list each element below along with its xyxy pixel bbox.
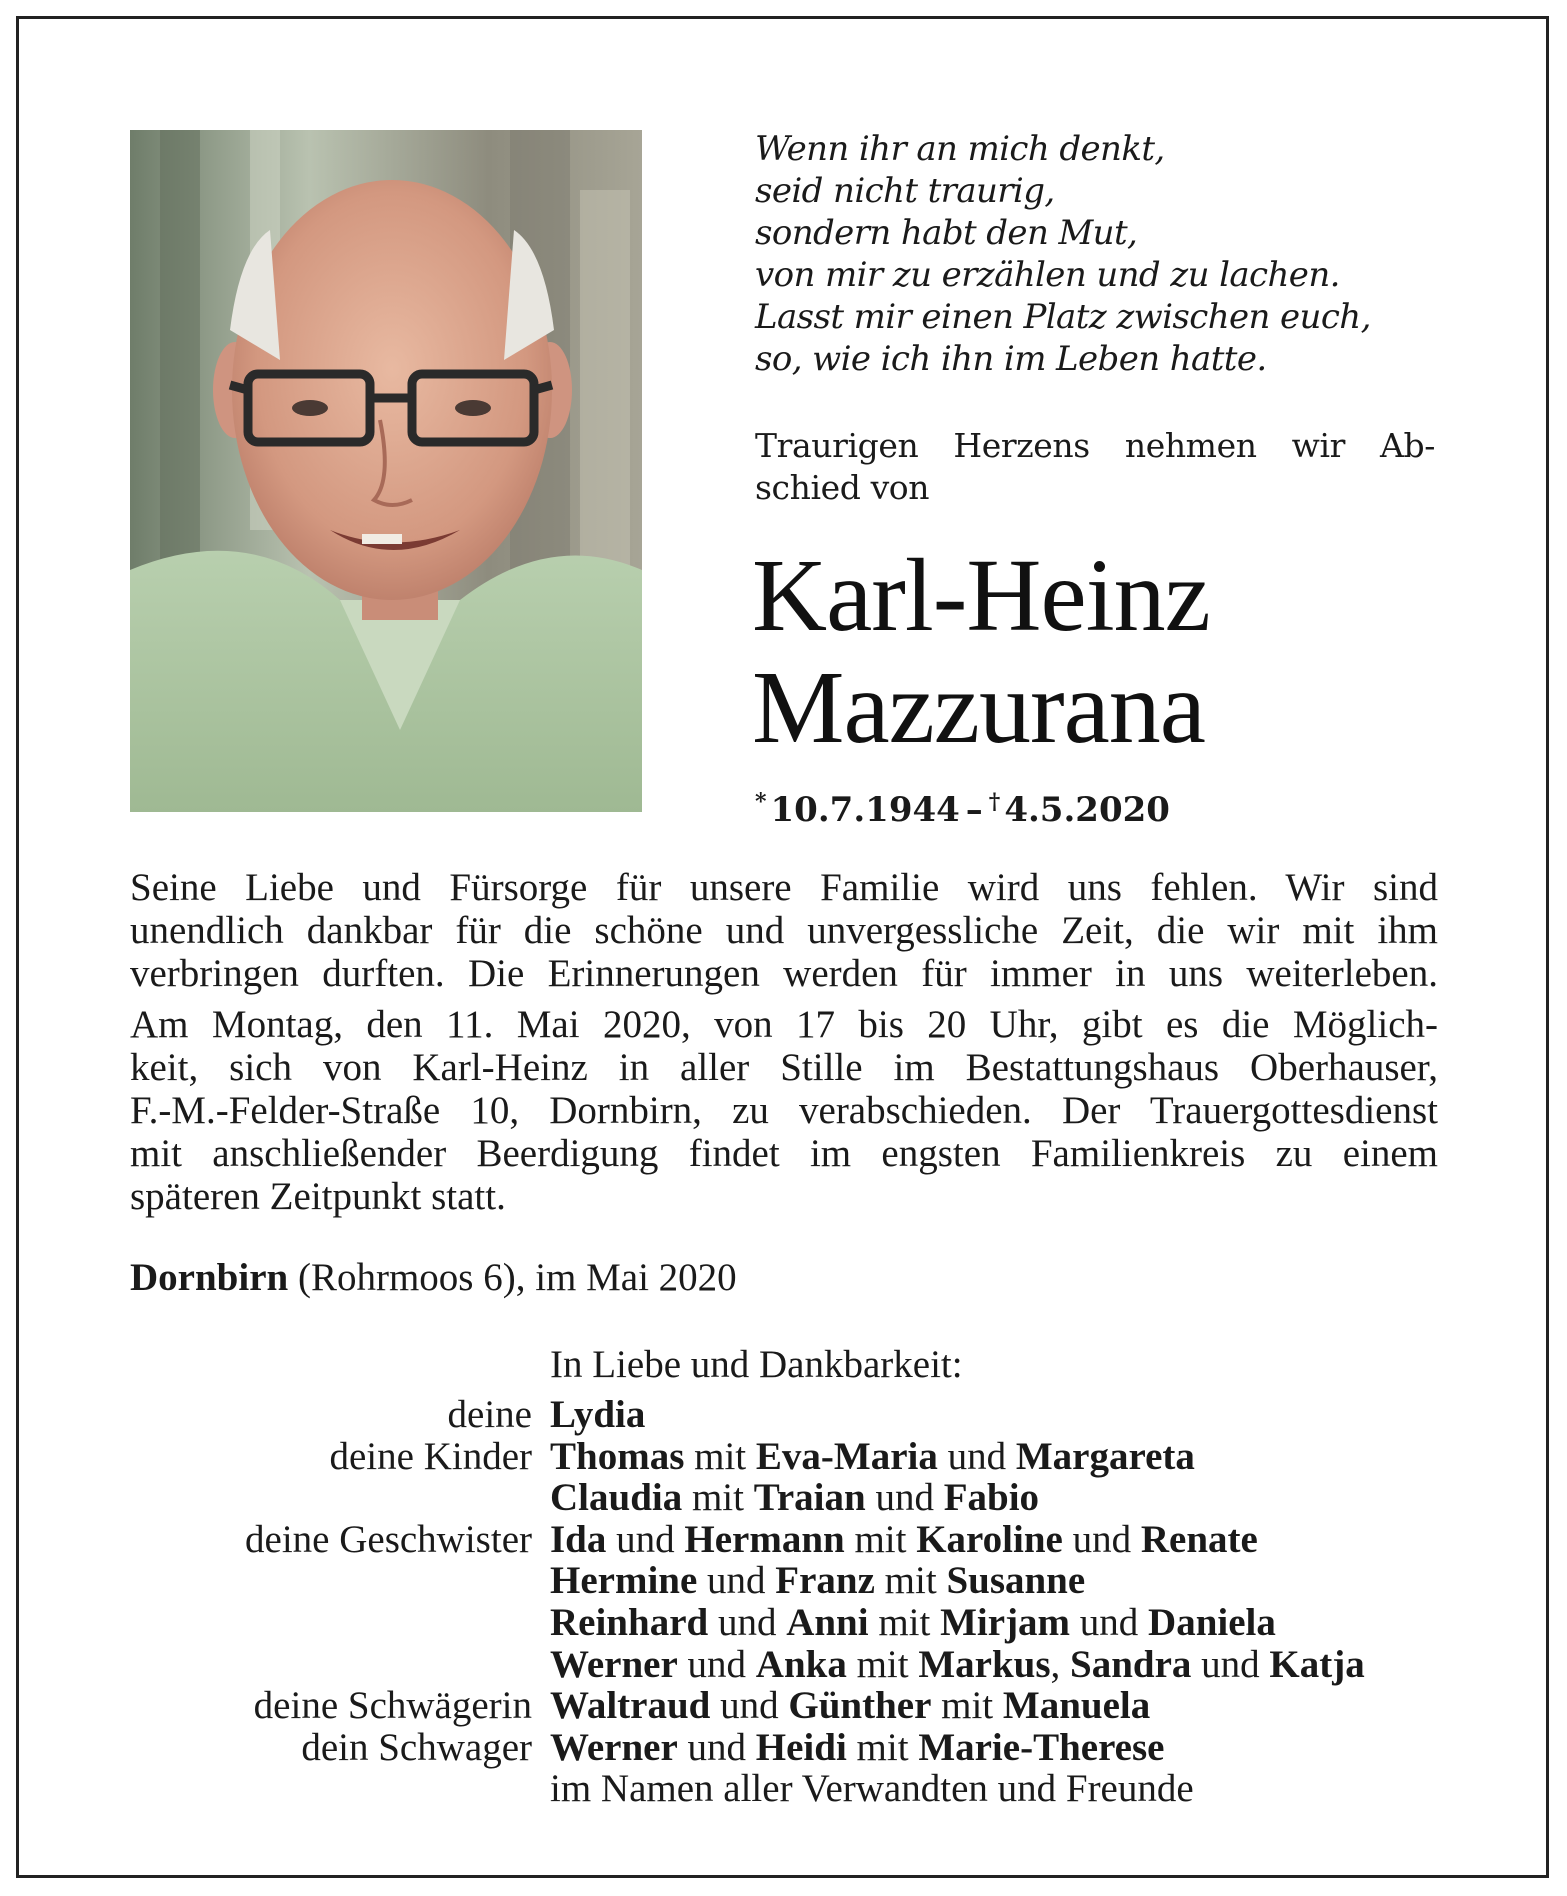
mourner-relation: dein Schwager <box>301 1725 532 1769</box>
mourner-name: Mirjam <box>940 1600 1071 1644</box>
mourner-name: Ida <box>550 1517 607 1561</box>
poem-line: Wenn ihr an mich denkt, <box>755 129 1165 169</box>
mourner-row <box>130 1394 1460 1436</box>
poem-line: seid nicht traurig, <box>755 171 1055 211</box>
mourner-name: Lydia <box>550 1393 646 1436</box>
mourners-list <box>130 1394 1460 1810</box>
mourner-relation <box>130 1602 550 1644</box>
paragraph-line: mit anschließender Beerdigung findet im engsten Familienkreis zu einem <box>130 1132 1438 1175</box>
mourner-names <box>550 1436 1195 1478</box>
tribute-paragraph <box>130 866 1438 995</box>
mourner-row <box>130 1477 1460 1519</box>
mourner-name: Hermann <box>684 1517 845 1561</box>
mourner-names <box>550 1685 1150 1727</box>
life-dates <box>755 782 1170 830</box>
mourner-name: Werner <box>550 1725 678 1769</box>
mourner-relation <box>130 1644 550 1686</box>
mourner-name: Claudia <box>550 1476 683 1520</box>
mourner-row <box>130 1727 1460 1769</box>
paragraph-line: unendlich dankbar für die schöne und unvergessliche Zeit, die wir mit ihm <box>130 909 1438 952</box>
mourner-connector: mit <box>846 1725 919 1769</box>
mourner-names <box>550 1602 1276 1644</box>
death-date: 4.5.2020 <box>1004 790 1170 830</box>
paragraph-line: verbringen durften. Die Erinnerungen werden für immer in uns weiterleben. <box>130 952 1438 995</box>
death-symbol: † <box>988 789 1001 815</box>
mourner-name: Thomas <box>550 1434 685 1478</box>
poem-line: so, wie ich ihn im Leben hatte. <box>755 339 1267 379</box>
last-name: Mazzurana <box>752 650 1205 765</box>
mourner-name: Eva-Maria <box>755 1434 938 1478</box>
paragraph-line: späteren Zeitpunkt statt. <box>130 1175 506 1218</box>
mourner-connector: und <box>865 1476 944 1520</box>
mourner-name: Traian <box>753 1476 866 1520</box>
mourner-name: Renate <box>1140 1517 1258 1561</box>
intro-word: wir <box>1291 426 1345 465</box>
mourner-name: Waltraud <box>550 1684 711 1728</box>
place-and-date <box>130 1256 737 1299</box>
memorial-poem <box>755 128 1455 380</box>
mourner-connector: , <box>1050 1642 1071 1686</box>
poem-line: von mir zu erzählen und zu lachen. <box>755 255 1340 295</box>
mourner-name: Karoline <box>916 1517 1063 1561</box>
mourner-row <box>130 1602 1460 1644</box>
place-rest: (Rohrmoos 6), im Mai 2020 <box>288 1256 737 1299</box>
mourner-name: Anka <box>755 1642 847 1686</box>
intro-word: nehmen <box>1124 426 1257 465</box>
mourner-connector: und <box>606 1517 685 1561</box>
mourner-name: Günther <box>788 1684 932 1728</box>
mourner-connector: mit <box>846 1642 919 1686</box>
mourner-connector: und <box>710 1684 789 1728</box>
mourner-name: Katja <box>1269 1642 1365 1686</box>
intro-line-2: schied von <box>755 468 930 507</box>
intro-word: Herzens <box>953 426 1090 465</box>
mourner-names <box>550 1394 645 1436</box>
mourner-relation: deine Schwägerin <box>253 1684 532 1728</box>
mourner-row <box>130 1519 1460 1561</box>
mourner-name: Margareta <box>1015 1434 1195 1478</box>
funeral-info-paragraph <box>130 1003 1438 1218</box>
mourner-connector: im Namen aller Verwandten und Freunde <box>550 1767 1194 1811</box>
mourner-connector: und <box>937 1434 1016 1478</box>
mourner-connector: und <box>1062 1517 1141 1561</box>
mourner-connector: mit <box>844 1517 917 1561</box>
paragraph-line: keit, sich von Karl-Heinz in aller Stille im Bestattungshaus Oberhauser, <box>130 1046 1438 1089</box>
birth-date: 10.7.1944 <box>770 790 960 830</box>
paragraph-line: Seine Liebe und Fürsorge für unsere Familie wird uns fehlen. Wir sind <box>130 866 1438 909</box>
mourner-names <box>550 1519 1258 1561</box>
farewell-intro <box>755 425 1435 509</box>
mourner-row <box>130 1768 1460 1810</box>
mourner-name: Heidi <box>755 1725 847 1769</box>
mourner-names <box>550 1560 1085 1602</box>
poem-line: Lasst mir einen Platz zwischen euch, <box>755 297 1371 337</box>
deceased-name <box>752 540 1210 764</box>
mourner-connector: mit <box>874 1559 947 1603</box>
mourner-name: Sandra <box>1070 1642 1192 1686</box>
mourner-connector: und <box>708 1600 787 1644</box>
mourner-connector: mit <box>682 1476 754 1520</box>
mourner-row <box>130 1644 1460 1686</box>
portrait-illustration <box>130 130 642 812</box>
birth-symbol: * <box>755 789 767 815</box>
mourner-connector: und <box>697 1559 776 1603</box>
mourner-names <box>550 1727 1164 1769</box>
mourner-name: Daniela <box>1148 1600 1276 1644</box>
intro-word: Ab- <box>1380 426 1435 465</box>
mourner-relation <box>130 1560 550 1602</box>
mourner-connector: mit <box>931 1684 1003 1728</box>
poem-line: sondern habt den Mut, <box>755 213 1138 253</box>
paragraph-line: Am Montag, den 11. Mai 2020, von 17 bis 20 Uhr, gibt es die Möglich- <box>130 1003 1438 1046</box>
mourner-name: Reinhard <box>550 1600 709 1644</box>
mourner-row <box>130 1685 1460 1727</box>
mourner-connector: und <box>677 1725 756 1769</box>
mourner-name: Manuela <box>1002 1684 1151 1728</box>
mourner-row <box>130 1436 1460 1478</box>
mourner-names <box>550 1477 1039 1519</box>
mourner-name: Werner <box>550 1642 678 1686</box>
mourner-relation: deine <box>447 1393 532 1436</box>
mourner-name: Franz <box>775 1559 875 1603</box>
mourner-name: Susanne <box>946 1559 1086 1603</box>
mourner-connector: mit <box>868 1600 941 1644</box>
mourner-names <box>550 1644 1365 1686</box>
intro-word: Traurigen <box>755 426 919 465</box>
mourner-names <box>550 1768 1194 1810</box>
mourner-connector: und <box>677 1642 756 1686</box>
first-name: Karl-Heinz <box>752 538 1210 653</box>
date-separator: – <box>965 790 983 830</box>
mourner-relation: deine Geschwister <box>245 1517 532 1561</box>
mourner-relation <box>130 1768 550 1810</box>
portrait-photo <box>130 130 642 812</box>
mourner-connector: und <box>1070 1600 1149 1644</box>
mourner-relation: deine Kinder <box>329 1434 532 1478</box>
mourner-relation <box>130 1477 550 1519</box>
mourner-name: Marie-Therese <box>918 1725 1165 1769</box>
mourner-connector: mit <box>684 1434 756 1478</box>
mourner-name: Fabio <box>943 1476 1040 1520</box>
mourner-name: Hermine <box>550 1559 698 1603</box>
mourner-connector: und <box>1191 1642 1270 1686</box>
mourner-name: Markus <box>918 1642 1051 1686</box>
mourner-row <box>130 1560 1460 1602</box>
mourner-name: Anni <box>786 1600 869 1644</box>
paragraph-line: F.-M.-Felder-Straße 10, Dornbirn, zu verabschieden. Der Trauergottesdienst <box>130 1089 1438 1132</box>
intro-line-1 <box>755 425 1435 467</box>
signoff-line: In Liebe und Dankbarkeit: <box>550 1343 963 1386</box>
place-town: Dornbirn <box>130 1256 289 1299</box>
